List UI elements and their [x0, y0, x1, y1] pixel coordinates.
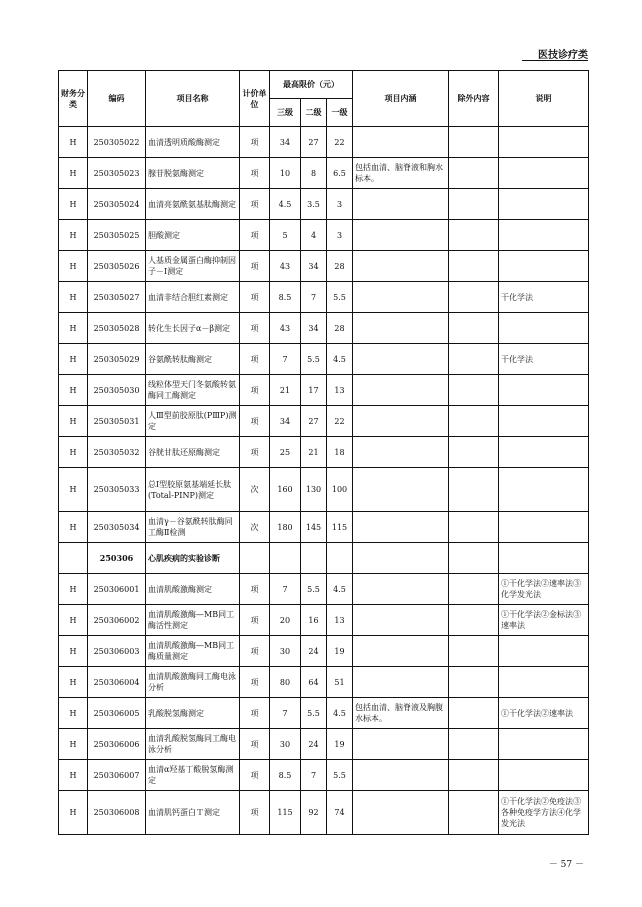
- price-table: [58, 70, 589, 835]
- cell-price-level3: 30: [270, 729, 301, 760]
- table-row: [59, 512, 589, 543]
- cell-price-level1: 5.5: [327, 760, 353, 791]
- cell-unit: 项: [240, 375, 270, 406]
- cell-content: [353, 729, 449, 760]
- cell-name: 血清肌钙蛋白Ｔ测定: [146, 791, 240, 835]
- cell-note: [499, 158, 589, 189]
- cell-name: 血清γ－谷氨酰转肽酶同工酶Ⅱ检测: [146, 512, 240, 543]
- cell-exclusion: [449, 667, 499, 698]
- cell-price-level2: 21: [301, 437, 327, 468]
- cell-price-level3: 8.5: [270, 760, 301, 791]
- cell-price-level1: 6.5: [327, 158, 353, 189]
- table-row: [59, 189, 589, 220]
- cell-exclusion: [449, 375, 499, 406]
- col-price-level3: 三级: [270, 99, 301, 127]
- cell-price-level1: 4.5: [327, 574, 353, 605]
- cell-unit: 项: [240, 760, 270, 791]
- cell-exclusion: [449, 251, 499, 282]
- cell-price-level1: 22: [327, 127, 353, 158]
- table-row: [59, 437, 589, 468]
- cell-price-level2: 145: [301, 512, 327, 543]
- cell-exclusion: [449, 543, 499, 574]
- cell-code: 250305027: [88, 282, 146, 313]
- cell-unit: 项: [240, 220, 270, 251]
- cell-price-level3: 34: [270, 406, 301, 437]
- cell-code: 250305023: [88, 158, 146, 189]
- cell-note: [499, 760, 589, 791]
- cell-exclusion: [449, 437, 499, 468]
- cell-price-level1: 3: [327, 220, 353, 251]
- cell-name: 总Ⅰ型胶原氨基端延长肽(Total-PINP)测定: [146, 468, 240, 512]
- cell-exclusion: [449, 282, 499, 313]
- cell-price-level2: [301, 543, 327, 574]
- cell-price-level1: 13: [327, 375, 353, 406]
- cell-unit: 项: [240, 729, 270, 760]
- cell-note: [499, 437, 589, 468]
- cell-unit: 项: [240, 282, 270, 313]
- cell-exclusion: [449, 468, 499, 512]
- cell-note: [499, 406, 589, 437]
- cell-price-level2: 3.5: [301, 189, 327, 220]
- cell-name: 血清非结合胆红素测定: [146, 282, 240, 313]
- col-exclusion: 除外内容: [449, 71, 499, 127]
- cell-price-level1: 28: [327, 313, 353, 344]
- cell-code: 250305029: [88, 344, 146, 375]
- cell-category: H: [59, 344, 88, 375]
- cell-price-level2: 34: [301, 251, 327, 282]
- cell-price-level1: 19: [327, 729, 353, 760]
- cell-price-level1: 4.5: [327, 344, 353, 375]
- cell-category: H: [59, 282, 88, 313]
- cell-name: 线粒体型天门冬氨酸转氨酶同工酶测定: [146, 375, 240, 406]
- cell-name: 血清透明质酸酶测定: [146, 127, 240, 158]
- cell-note: [499, 729, 589, 760]
- table-row: [59, 282, 589, 313]
- cell-content: 包括血清、脑脊液及胸腹水标本。: [353, 698, 449, 729]
- cell-price-level2: 130: [301, 468, 327, 512]
- cell-price-level1: 18: [327, 437, 353, 468]
- cell-code: 250305024: [88, 189, 146, 220]
- cell-name: 心肌疾病的实验诊断: [146, 543, 240, 574]
- cell-category: H: [59, 791, 88, 835]
- cell-unit: 项: [240, 251, 270, 282]
- cell-unit: 项: [240, 698, 270, 729]
- cell-name: 血清亮氨酰氨基肽酶测定: [146, 189, 240, 220]
- cell-code: 250306: [88, 543, 146, 574]
- section-header: 医技诊疗类: [538, 50, 588, 61]
- cell-unit: 次: [240, 512, 270, 543]
- cell-price-level3: 43: [270, 251, 301, 282]
- cell-unit: 次: [240, 468, 270, 512]
- cell-category: H: [59, 189, 88, 220]
- cell-unit: 项: [240, 158, 270, 189]
- cell-exclusion: [449, 760, 499, 791]
- col-price-level1: 一级: [327, 99, 353, 127]
- cell-price-level2: 27: [301, 406, 327, 437]
- cell-unit: 项: [240, 791, 270, 835]
- cell-code: 250306008: [88, 791, 146, 835]
- cell-exclusion: [449, 512, 499, 543]
- cell-price-level3: 34: [270, 127, 301, 158]
- cell-category: H: [59, 667, 88, 698]
- cell-content: [353, 636, 449, 667]
- cell-price-level3: 7: [270, 344, 301, 375]
- cell-category: H: [59, 698, 88, 729]
- cell-content: [353, 437, 449, 468]
- cell-category: H: [59, 158, 88, 189]
- table-row: [59, 698, 589, 729]
- cell-unit: 项: [240, 127, 270, 158]
- cell-code: 250305025: [88, 220, 146, 251]
- cell-price-level1: 5.5: [327, 282, 353, 313]
- cell-price-level3: 25: [270, 437, 301, 468]
- cell-price-level3: 4.5: [270, 189, 301, 220]
- cell-name: 乳酸脱氢酶测定: [146, 698, 240, 729]
- table-row: [59, 158, 589, 189]
- cell-unit: 项: [240, 667, 270, 698]
- cell-price-level2: 16: [301, 605, 327, 636]
- cell-name: 胆酸测定: [146, 220, 240, 251]
- cell-code: 250305030: [88, 375, 146, 406]
- cell-category: H: [59, 127, 88, 158]
- cell-content: [353, 791, 449, 835]
- cell-name: 谷胱甘肽还原酶测定: [146, 437, 240, 468]
- cell-price-level3: 7: [270, 574, 301, 605]
- cell-unit: 项: [240, 605, 270, 636]
- cell-exclusion: [449, 220, 499, 251]
- col-content: 项目内涵: [353, 71, 449, 127]
- cell-price-level1: 3: [327, 189, 353, 220]
- cell-exclusion: [449, 574, 499, 605]
- cell-note: ①干化学法②速率法: [499, 698, 589, 729]
- cell-code: 250305031: [88, 406, 146, 437]
- cell-exclusion: [449, 406, 499, 437]
- page-number: － 57 －: [548, 860, 584, 870]
- cell-code: 250305033: [88, 468, 146, 512]
- cell-content: [353, 605, 449, 636]
- cell-price-level2: 7: [301, 282, 327, 313]
- cell-content: [353, 220, 449, 251]
- col-category: 财务分类: [59, 71, 88, 127]
- table-row: [59, 636, 589, 667]
- col-unit: 计价单位: [240, 71, 270, 127]
- table-row: [59, 729, 589, 760]
- cell-exclusion: [449, 605, 499, 636]
- cell-note: [499, 667, 589, 698]
- cell-category: H: [59, 375, 88, 406]
- table-row: [59, 127, 589, 158]
- cell-code: 250305022: [88, 127, 146, 158]
- cell-note: ①干化学法②免疫法③各种免疫学方法④化学发光法: [499, 791, 589, 835]
- cell-note: ①干化学法②金标法③速率法: [499, 605, 589, 636]
- cell-note: [499, 512, 589, 543]
- cell-price-level3: 180: [270, 512, 301, 543]
- cell-note: [499, 375, 589, 406]
- cell-price-level2: 8: [301, 158, 327, 189]
- cell-exclusion: [449, 636, 499, 667]
- table-row: [59, 605, 589, 636]
- cell-price-level2: 24: [301, 636, 327, 667]
- cell-price-level1: 22: [327, 406, 353, 437]
- cell-content: [353, 406, 449, 437]
- table-row: [59, 468, 589, 512]
- cell-category: H: [59, 574, 88, 605]
- cell-exclusion: [449, 729, 499, 760]
- table-row: [59, 220, 589, 251]
- table-row: [59, 344, 589, 375]
- cell-note: [499, 313, 589, 344]
- cell-price-level3: 21: [270, 375, 301, 406]
- cell-price-level1: 13: [327, 605, 353, 636]
- cell-exclusion: [449, 698, 499, 729]
- col-code: 编码: [88, 71, 146, 127]
- cell-price-level2: 5.5: [301, 344, 327, 375]
- cell-content: [353, 251, 449, 282]
- cell-name: 血清肌酸激酶—MB同工酶活性测定: [146, 605, 240, 636]
- cell-content: 包括血清、脑脊液和胸水标本。: [353, 158, 449, 189]
- cell-price-level2: 24: [301, 729, 327, 760]
- cell-unit: 项: [240, 344, 270, 375]
- cell-code: 250305034: [88, 512, 146, 543]
- cell-price-level1: 51: [327, 667, 353, 698]
- cell-content: [353, 667, 449, 698]
- cell-price-level1: [327, 543, 353, 574]
- cell-code: 250306003: [88, 636, 146, 667]
- col-note: 说明: [499, 71, 589, 127]
- cell-unit: 项: [240, 313, 270, 344]
- cell-note: [499, 468, 589, 512]
- cell-price-level3: 10: [270, 158, 301, 189]
- cell-category: H: [59, 406, 88, 437]
- cell-content: [353, 375, 449, 406]
- table-row: [59, 251, 589, 282]
- cell-code: 250306004: [88, 667, 146, 698]
- cell-note: [499, 220, 589, 251]
- cell-exclusion: [449, 158, 499, 189]
- cell-price-level1: 19: [327, 636, 353, 667]
- cell-price-level3: 115: [270, 791, 301, 835]
- cell-category: H: [59, 729, 88, 760]
- cell-note: 干化学法: [499, 344, 589, 375]
- cell-price-level3: 7: [270, 698, 301, 729]
- cell-name: 人基质金属蛋白酶抑制因子－Ⅰ测定: [146, 251, 240, 282]
- cell-category: H: [59, 251, 88, 282]
- cell-code: 250305032: [88, 437, 146, 468]
- cell-price-level1: 100: [327, 468, 353, 512]
- cell-content: [353, 313, 449, 344]
- cell-exclusion: [449, 791, 499, 835]
- cell-note: [499, 189, 589, 220]
- cell-code: 250306007: [88, 760, 146, 791]
- col-price-group: 最高限价（元）: [270, 71, 353, 99]
- cell-content: [353, 282, 449, 313]
- cell-price-level3: 20: [270, 605, 301, 636]
- cell-category: H: [59, 512, 88, 543]
- cell-code: 250306005: [88, 698, 146, 729]
- cell-note: [499, 543, 589, 574]
- cell-price-level1: 115: [327, 512, 353, 543]
- cell-category: H: [59, 636, 88, 667]
- cell-content: [353, 512, 449, 543]
- cell-price-level2: 17: [301, 375, 327, 406]
- cell-price-level3: 30: [270, 636, 301, 667]
- table-row: [59, 375, 589, 406]
- cell-code: 250305026: [88, 251, 146, 282]
- cell-price-level2: 27: [301, 127, 327, 158]
- cell-content: [353, 543, 449, 574]
- cell-note: [499, 636, 589, 667]
- cell-content: [353, 468, 449, 512]
- cell-price-level3: 5: [270, 220, 301, 251]
- cell-name: 血清肌酸激酶同工酶电泳分析: [146, 667, 240, 698]
- cell-price-level2: 5.5: [301, 698, 327, 729]
- cell-content: [353, 574, 449, 605]
- cell-name: 血清肌酸激酶测定: [146, 574, 240, 605]
- cell-unit: 项: [240, 636, 270, 667]
- col-price-level2: 二级: [301, 99, 327, 127]
- cell-price-level1: 74: [327, 791, 353, 835]
- cell-category: H: [59, 605, 88, 636]
- col-name: 项目名称: [146, 71, 240, 127]
- cell-price-level3: 43: [270, 313, 301, 344]
- cell-price-level3: 8.5: [270, 282, 301, 313]
- cell-code: 250305028: [88, 313, 146, 344]
- cell-content: [353, 760, 449, 791]
- cell-price-level2: 4: [301, 220, 327, 251]
- table-row: [59, 791, 589, 835]
- cell-content: [353, 127, 449, 158]
- cell-unit: 项: [240, 189, 270, 220]
- cell-unit: [240, 543, 270, 574]
- section-row: [59, 543, 589, 574]
- cell-price-level2: 64: [301, 667, 327, 698]
- cell-name: 血清乳酸脱氢酶同工酶电泳分析: [146, 729, 240, 760]
- cell-name: 腺苷脱氨酶测定: [146, 158, 240, 189]
- table-row: [59, 574, 589, 605]
- cell-price-level3: [270, 543, 301, 574]
- cell-content: [353, 189, 449, 220]
- cell-price-level1: 28: [327, 251, 353, 282]
- cell-price-level2: 34: [301, 313, 327, 344]
- table-row: [59, 760, 589, 791]
- cell-exclusion: [449, 127, 499, 158]
- cell-name: 血清肌酸激酶—MB同工酶质量测定: [146, 636, 240, 667]
- cell-unit: 项: [240, 406, 270, 437]
- cell-content: [353, 344, 449, 375]
- table-row: [59, 406, 589, 437]
- cell-exclusion: [449, 344, 499, 375]
- cell-exclusion: [449, 313, 499, 344]
- cell-exclusion: [449, 189, 499, 220]
- cell-name: 谷氨酰转肽酶测定: [146, 344, 240, 375]
- cell-category: H: [59, 468, 88, 512]
- cell-code: 250306001: [88, 574, 146, 605]
- cell-name: 转化生长因子α－β测定: [146, 313, 240, 344]
- header-rule: [522, 60, 588, 61]
- cell-category: H: [59, 220, 88, 251]
- cell-category: H: [59, 313, 88, 344]
- cell-name: 人Ⅲ型前胶原肽(PⅢP)测定: [146, 406, 240, 437]
- cell-price-level3: 80: [270, 667, 301, 698]
- cell-note: ①干化学法②速率法③化学发光法: [499, 574, 589, 605]
- cell-category: H: [59, 437, 88, 468]
- cell-note: 干化学法: [499, 282, 589, 313]
- cell-name: 血清α羟基丁酸脱氢酶测定: [146, 760, 240, 791]
- cell-price-level2: 7: [301, 760, 327, 791]
- cell-price-level2: 92: [301, 791, 327, 835]
- table-row: [59, 313, 589, 344]
- table-row: [59, 667, 589, 698]
- cell-note: [499, 127, 589, 158]
- cell-price-level2: 5.5: [301, 574, 327, 605]
- cell-code: 250306006: [88, 729, 146, 760]
- cell-note: [499, 251, 589, 282]
- cell-unit: 项: [240, 574, 270, 605]
- cell-price-level3: 160: [270, 468, 301, 512]
- cell-unit: 项: [240, 437, 270, 468]
- cell-price-level1: 4.5: [327, 698, 353, 729]
- cell-code: 250306002: [88, 605, 146, 636]
- cell-category: [59, 543, 88, 574]
- cell-category: H: [59, 760, 88, 791]
